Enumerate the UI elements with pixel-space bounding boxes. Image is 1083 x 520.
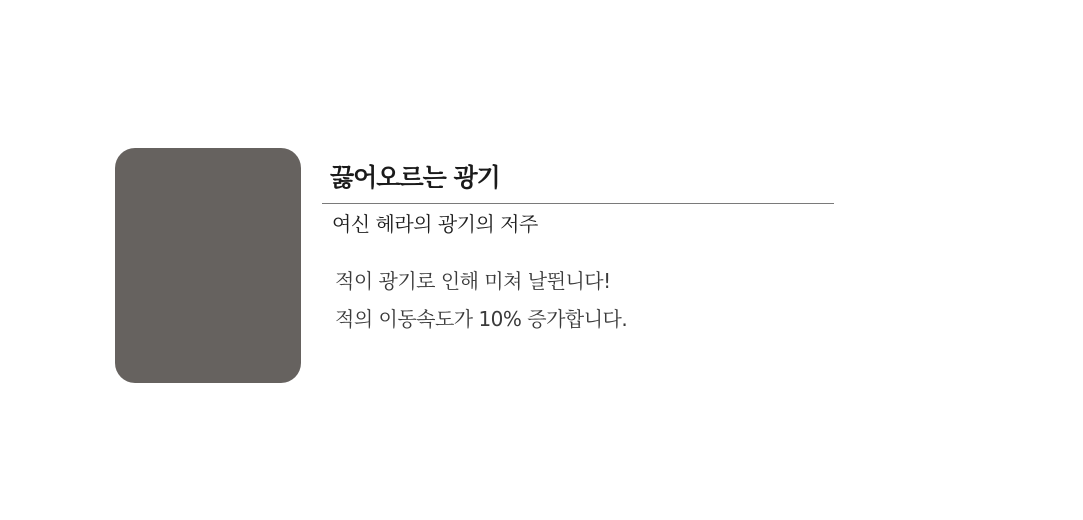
skill-title: 끓어오르는 광기 [330,163,500,192]
skill-portrait-placeholder [115,148,301,383]
skill-description-line: 적의 이동속도가 10% 증가합니다. [335,307,628,331]
skill-subtitle: 여신 헤라의 광기의 저주 [332,212,538,236]
title-divider [322,203,834,204]
skill-description-line: 적이 광기로 인해 미쳐 날뛴니다! [335,269,611,293]
